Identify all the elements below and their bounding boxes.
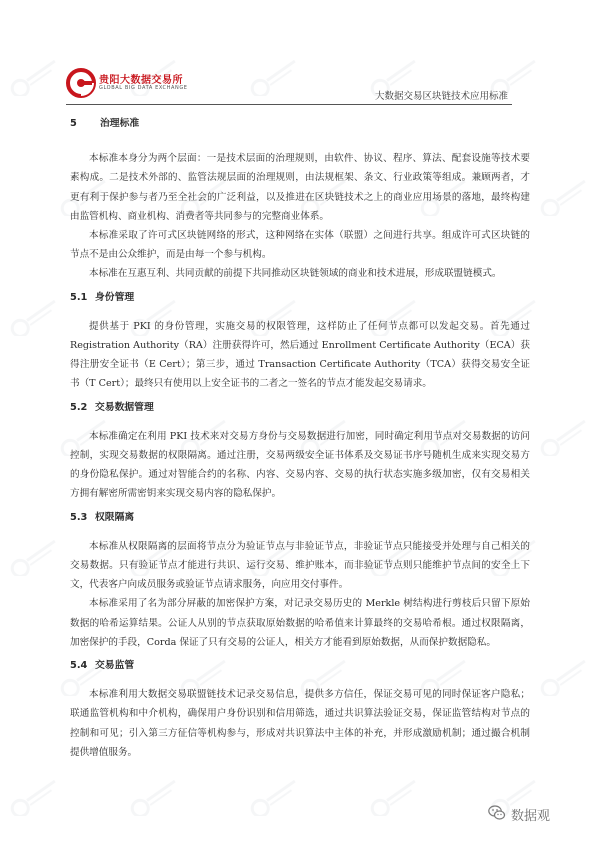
paragraph: 本标准在互惠互利、共同贡献的前提下共同推动区块链领域的商业和技术进展，形成联盟链模式。 xyxy=(89,268,502,280)
header-title: 大数据交易区块链技术应用标准 xyxy=(374,91,508,102)
section-identity-management xyxy=(70,288,530,394)
exchange-logo-watermark xyxy=(535,660,595,696)
exchange-logo-watermark xyxy=(125,780,185,816)
exchange-logo-watermark xyxy=(5,540,65,576)
exchange-logo-watermark xyxy=(5,60,65,96)
exchange-logo-watermark xyxy=(535,420,595,456)
paragraph: 本标准采取了许可式区块链网络的形式，这种网络在实体（联盟）之间进行共享。组成许可式区块链的节点不是由公众维护，而是由每一个参与机构。 xyxy=(70,230,530,261)
logo-name-en: GLOBAL BIG DATA EXCHANGE xyxy=(99,85,188,91)
section-transaction-supervision xyxy=(70,656,530,762)
paragraph: 本标准本身分为两个层面：一是技术层面的治理规则，由软件、协议、程序、算法、配套设施等技术要素构成。二是技术外部的、监管法规层面的治理规则，由法规框架、条文、行业政策等组成。兼顾两者，才更有利于保护参与者乃至全社会的广泛利益，以及推进在区块链技术之上的商业应用场景的落地，最终构建由监管机构、商业机构、消费者等共同参与的完整商业体系。 xyxy=(70,153,530,222)
exchange-logo-icon xyxy=(66,68,96,98)
section-heading: 5.2 交易数据管理 xyxy=(70,401,154,413)
exchange-logo-watermark xyxy=(5,300,65,336)
wechat-icon xyxy=(488,804,506,822)
section-heading: 5.1 身份管理 xyxy=(70,291,135,303)
paragraph: 本标准确定在利用 PKI 技术来对交易方身份与交易数据进行加密，同时确定利用节点对交易数据的访问控制，实现交易数据的权限隔离。通过注册，交易两级安全证书体系及交易证书序号随机生成来实现交易方的身份隐私保护。通过对智能合约的名称、内容、交易内容、交易的执行状态实施多级加密，仅有交易相关方拥有解密所需密钥来实现交易内容的隐私保护。 xyxy=(70,430,530,500)
section-heading: 5.3 权限隔离 xyxy=(70,511,135,523)
exchange-logo-watermark xyxy=(245,60,305,96)
paragraph: 本标准利用大数据交易联盟链技术记录交易信息，提供多方信任，保证交易可见的同时保证客户隐私；联通监管机构和中介机构，确保用户身份识别和信用筛选，通过共识算法验证交易，保证监管结构对节点的控制和可见；引入第三方征信等机构参与，形成对共识算法中主体的补充，并形成激励机制；通过撮合机制提供增值服务。 xyxy=(70,689,530,758)
logo-name-cn: 贵阳大数据交易所 xyxy=(99,75,183,86)
section-transaction-data xyxy=(70,398,530,504)
exchange-logo-watermark xyxy=(535,180,595,216)
exchange-logo xyxy=(66,66,188,102)
document-body xyxy=(70,114,530,762)
header-divider xyxy=(66,104,512,105)
exchange-logo-watermark xyxy=(5,780,65,816)
paragraph: 提供基于 PKI 的身份管理，实施交易的权限管理，这样防止了任何节点都可以发起交易。首先通过 Registration Authority（RA）注册获得许可，然后通过 Enrollment Certificate Authority（ECA）获得注册安全证书（E Cert）；第三步，通过 Transaction Certificate Authority（TCA）获得交易安全证书（T Cert）；最终只有使用以上安全证书的二者之一签名的节点才能发起交易请求。 xyxy=(70,320,530,390)
account-name: 数据观 xyxy=(511,809,551,824)
wechat-account-badge[interactable] xyxy=(488,803,568,823)
section-heading: 5 治理标准 xyxy=(70,118,140,129)
exchange-logo-watermark xyxy=(365,780,425,816)
paragraph: 本标准从权限隔离的层面将节点分为验证节点与非验证节点，非验证节点只能接受并处理与自己相关的交易数据。只有验证节点才能进行共识、运行交易、维护账本，而非验证节点则只能维护节点间的安全上下文，代表客户向成员服务或验证节点请求服务，向应用交付事件。 xyxy=(70,540,530,591)
section-permission-isolation xyxy=(70,508,530,652)
paragraph: 本标准采用了名为部分屏蔽的加密保护方案，对记录交易历史的 Merkle 树结构进行剪枝后只留下原始数据的哈希运算结果。公证人从别的节点获取原始数据的哈希值来计算最终的交易哈希根。通过权限隔离，加密保护的手段，Corda 保证了只有交易的公证人，相关方才能看到原始数据，从而保护数据隐私。 xyxy=(70,598,530,648)
exchange-logo-watermark xyxy=(245,780,305,816)
section-governance xyxy=(70,114,530,284)
section-heading: 5.4 交易监管 xyxy=(70,660,135,672)
